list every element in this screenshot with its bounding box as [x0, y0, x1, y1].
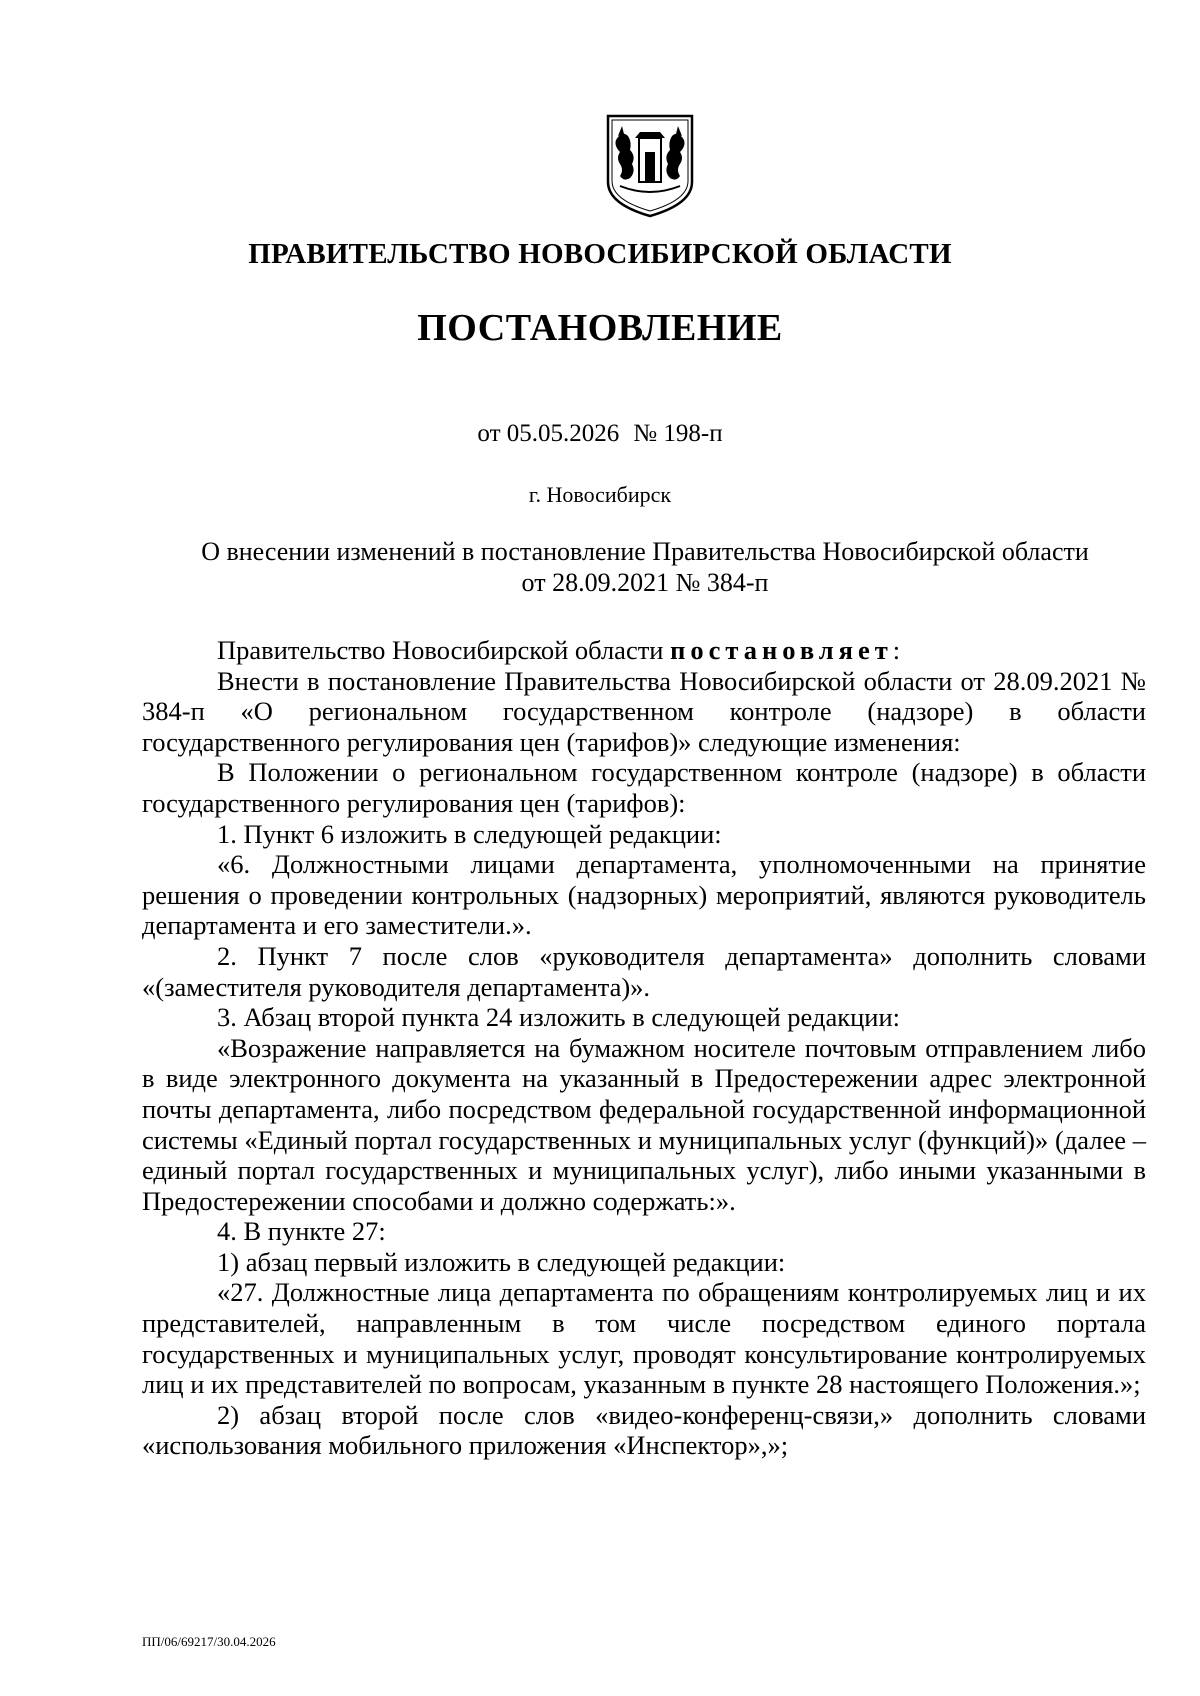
document-number: № 198-п: [633, 420, 723, 447]
date-number-line: [0, 420, 1200, 448]
document-body: [142, 635, 1146, 1461]
intro-prefix: Правительство Новосибирской области: [217, 635, 671, 665]
footer-code: ПП/06/69217/30.04.2026: [142, 1634, 276, 1649]
paragraph: 3. Абзац второй пункта 24 изложить в следующей редакции:: [217, 1002, 900, 1033]
intro-suffix: :: [892, 635, 901, 665]
paragraph: 2. Пункт 7 после слов «руководителя департамента» дополнить словами «(заместителя руководителя департамента)».: [142, 940, 1146, 1002]
intro-paragraph: [142, 635, 1146, 666]
document-date: от 05.05.2026: [477, 420, 620, 447]
decree-verb: постановляет: [670, 635, 893, 665]
paragraph: 2) абзац второй после слов «видео-конференц-связи,» дополнить словами «использования мобильного приложения «Инспектор»,»;: [142, 1399, 1146, 1461]
document-title: [145, 536, 1145, 598]
coat-of-arms-icon: [602, 112, 698, 218]
paragraph: «27. Должностные лица департамента по обращениям контролируемых лиц и их представителей, направленным в том числе посредством единого портала государственных и муниципальных услуг, проводят консультирование контролируемых лиц и их представителей по вопросам, указанным в пункте 28 настоящего Положения.»;: [142, 1277, 1146, 1400]
paragraph: Внести в постановление Правительства Новосибирской области от 28.09.2021 № 384-п «О региональном государственном контроле (надзоре) в области государственного регулирования цен (тарифов)» следующие изменения:: [142, 665, 1146, 757]
city: г. Новосибирск: [528, 482, 672, 507]
title-line-1: О внесении изменений в постановление Правительства Новосибирской области: [201, 537, 1089, 566]
paragraph: «6. Должностными лицами департамента, уполномоченными на принятие решения о проведении контрольных (надзорных) мероприятий, являются руководитель департамента и его заместители.».: [142, 849, 1146, 941]
paragraph: В Положении о региональном государственном контроле (надзоре) в области государственного регулирования цен (тарифов):: [142, 757, 1146, 818]
government-name: ПРАВИТЕЛЬСТВО НОВОСИБИРСКОЙ ОБЛАСТИ: [248, 238, 952, 270]
title-line-2: от 28.09.2021 № 384-п: [521, 568, 769, 597]
paragraph: 4. В пункте 27:: [217, 1216, 386, 1247]
paragraph: 1) абзац первый изложить в следующей редакции:: [217, 1246, 786, 1277]
paragraph: «Возражение направляется на бумажном носителе почтовым отправлением либо в виде электронного документа на указанный в Предостережении адрес электронной почты департамента, либо посредством федеральной государственной информационной системы «Единый портал государственных и муниципальных услуг (функций)» (далее – единый портал государственных и муниципальных услуг), либо иными указанными в Предостережении способами и должно содержать:».: [142, 1032, 1146, 1216]
paragraph: 1. Пункт 6 изложить в следующей редакции:: [217, 818, 722, 849]
document-type: ПОСТАНОВЛЕНИЕ: [417, 307, 783, 349]
